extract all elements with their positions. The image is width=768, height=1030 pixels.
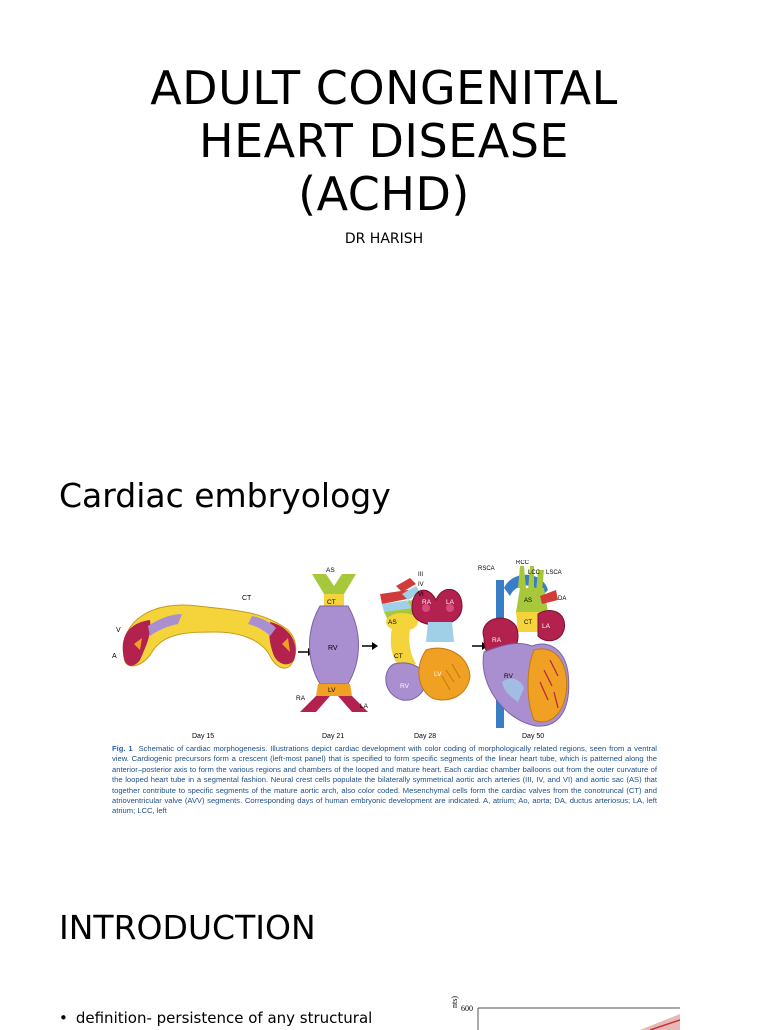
label-iii: III <box>418 572 424 578</box>
stage-label-day50: Day 50 <box>522 733 545 740</box>
slide-heading: INTRODUCTION <box>59 908 316 947</box>
cardiac-morphogenesis-figure <box>112 560 657 820</box>
chart-partial <box>440 996 680 1030</box>
label-v: V <box>116 627 121 634</box>
bullet-icon: • <box>59 1009 68 1027</box>
label-ra-1: RA <box>296 695 306 702</box>
stage-label-day15: Day 15 <box>192 733 215 740</box>
label-rv-3: RV <box>504 673 513 680</box>
bullet-item <box>59 1009 372 1027</box>
title-line-3: (ACHD) <box>298 167 470 221</box>
label-lv-2: LV <box>434 671 442 678</box>
label-ct-4: CT <box>524 620 532 626</box>
title-line-2: HEART DISEASE <box>199 114 569 168</box>
bullet-text: definition- persistence of any structural <box>75 1009 373 1027</box>
day15-crescent <box>123 605 296 668</box>
stage-label-day28: Day 28 <box>414 733 437 740</box>
introduction-slide <box>0 860 768 1027</box>
label-la-2: LA <box>446 599 454 606</box>
label-ra-3: RA <box>492 637 502 644</box>
label-lsca: LSCA <box>546 570 562 576</box>
heart-development-illustration <box>112 560 657 740</box>
label-la-1: LA <box>360 703 368 710</box>
figure-caption-label: Fig. 1 <box>112 744 133 753</box>
title-slide <box>0 0 768 440</box>
stage-label-day21: Day 21 <box>322 733 345 740</box>
label-rv-2: RV <box>400 683 409 690</box>
label-vi: VI <box>418 592 424 598</box>
label-rcc: RCC <box>516 560 529 566</box>
label-as-1: AS <box>326 567 335 574</box>
chart-partial-plot <box>440 1000 680 1030</box>
label-lcc: LCC <box>528 570 541 576</box>
label-rv-1: RV <box>328 645 338 652</box>
figure-caption <box>112 744 657 817</box>
label-rsca: RSCA <box>478 566 495 572</box>
embryology-slide <box>0 440 768 860</box>
chart-tick-label: 600 <box>461 1004 473 1013</box>
slide-title <box>84 62 684 221</box>
label-ct-1: CT <box>242 595 252 602</box>
arrow-2-head <box>372 642 378 650</box>
label-la-3: LA <box>542 623 550 630</box>
label-a: A <box>112 653 117 660</box>
chart-y-label: nts) <box>450 996 459 1008</box>
slide-heading: Cardiac embryology <box>59 476 391 515</box>
label-ct-2: CT <box>327 599 336 606</box>
label-ct-3: CT <box>394 653 403 660</box>
label-da: DA <box>558 596 567 602</box>
label-as-3: AS <box>524 598 533 604</box>
title-line-1: ADULT CONGENITAL <box>150 61 618 115</box>
label-ra-2: RA <box>422 599 432 606</box>
day28-looped-heart <box>380 578 470 700</box>
day50-mature-heart <box>483 566 569 728</box>
label-lv-1: LV <box>328 687 336 694</box>
label-as-2: AS <box>388 619 397 626</box>
label-iv: IV <box>418 582 424 588</box>
figure-caption-text: Schematic of cardiac morphogenesis. Illustrations depict cardiac development with color coding of morphologically related regions, seen from a ventral view. Cardiogenic precursors form a crescent (left-most panel) that is specified to form specific segments of the linear heart tube, which is patterned along the anterior–posterior axis to form the various regions and chambers of the looped and mature heart. Each cardiac chamber balloons out from the outer curvature of the looped heart tube in a segmental fashion. Neural crest cells populate the bilaterally symmetrical aortic arch arteries (III, IV, and VI) and aortic sac (AS) that together contribute to specific segments of the mature aortic arch, also color coded. Mesenchymal cells form the cardiac valves from the conotruncal (CT) and atrioventricular valve (AVV) segments. Corresponding days of human embryonic development are indicated. A, atrium; Ao, aorta; DA, ductus arteriosus; LA, left atrium; LCC, left <box>112 744 657 816</box>
slide-subtitle: DR HARISH <box>344 231 424 247</box>
